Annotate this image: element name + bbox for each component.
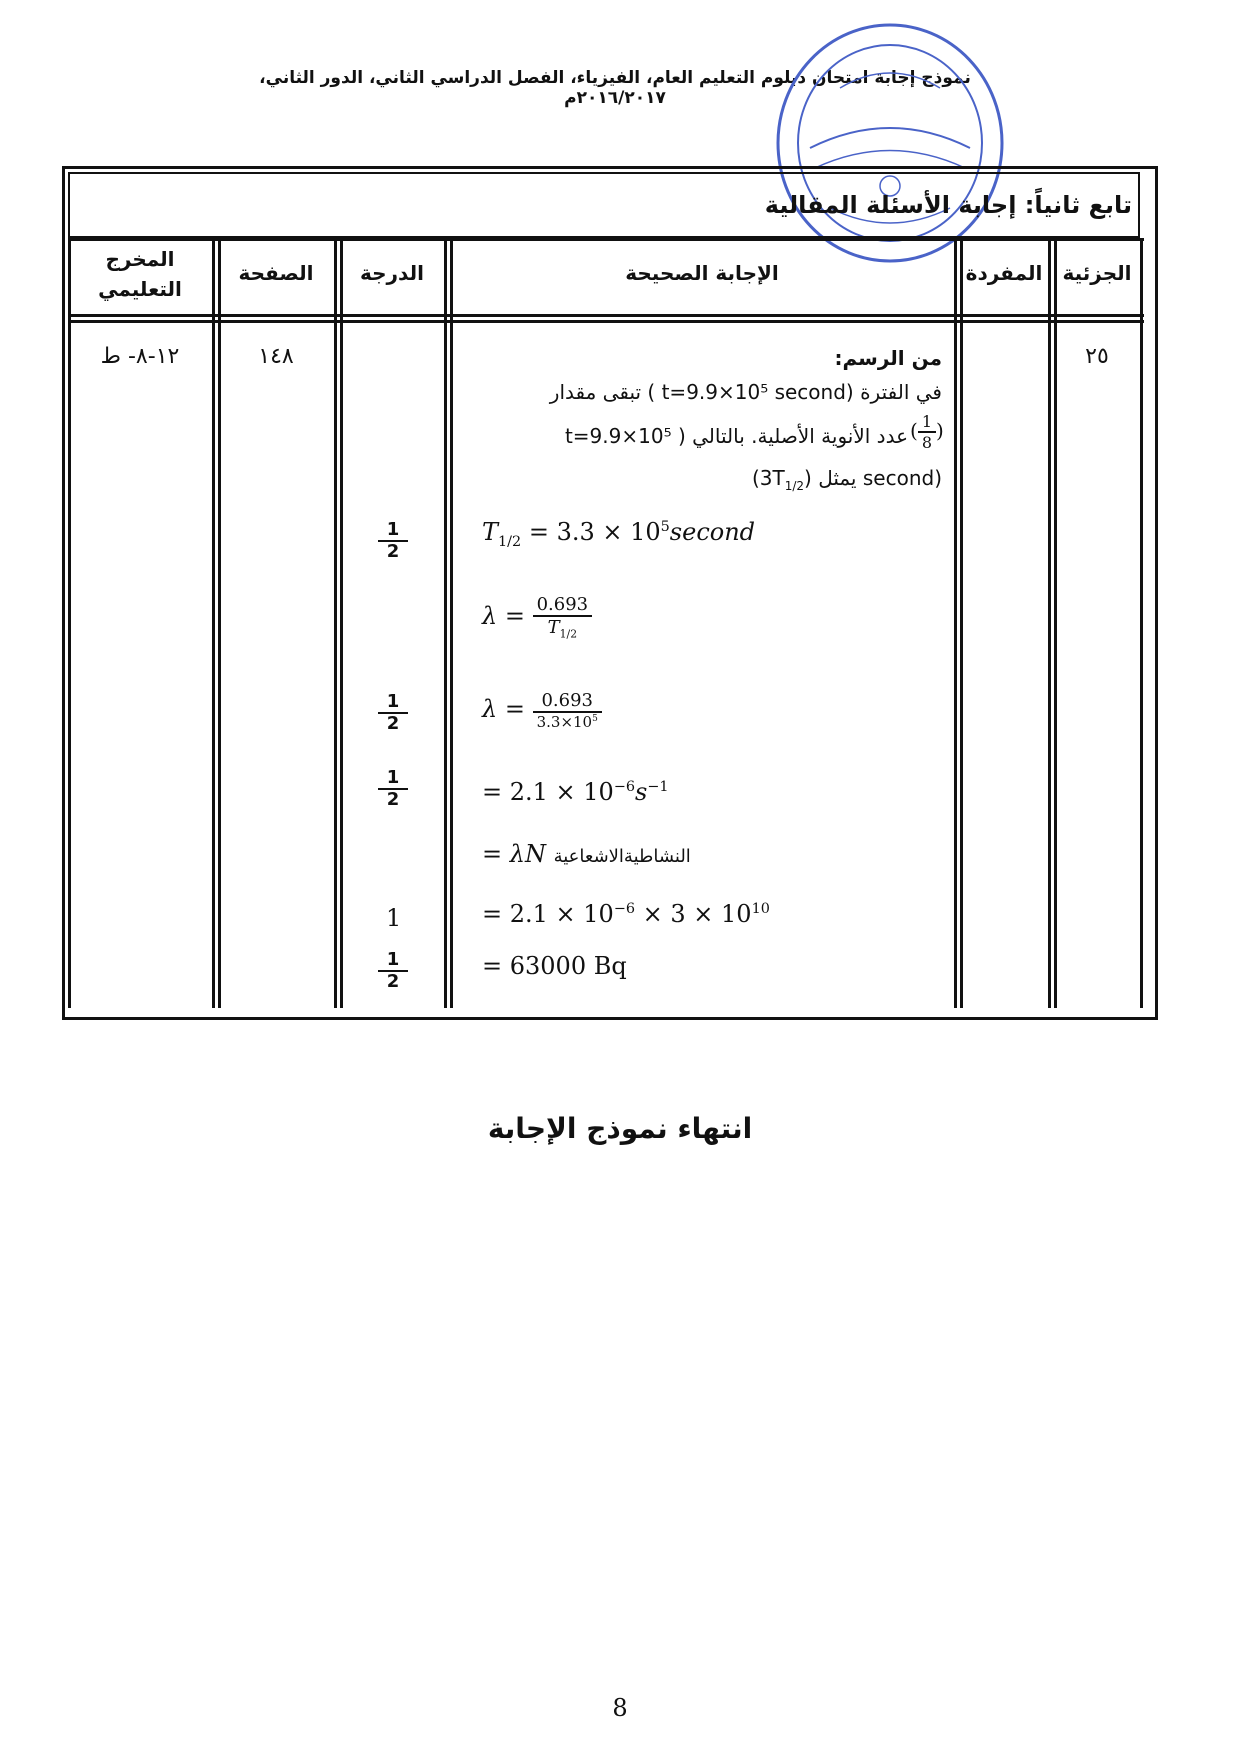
col-rule-3b [450, 238, 453, 1008]
header-outcome-line1: المخرج [105, 247, 175, 271]
one-eighth-fraction: ( $\frac{1}{8}$ ) [910, 412, 944, 452]
equation-lambda-substituted: λ = $\frac{0.693}{3.3\times 10^5}$ [482, 690, 602, 731]
answer-table [62, 166, 1156, 1018]
grade-half-1: 1 2 [378, 520, 408, 562]
table-border [62, 166, 1158, 1020]
equation-half-life: $T_{1/2} = 3.3$ × $10^5second$ [482, 518, 756, 550]
equation-activity: النشاطيةالاشعاعية = λN [482, 840, 691, 868]
body-top-rule [68, 320, 1144, 323]
answer-text-1: في الفترة (t=9.9×10⁵ second ) تبقى مقدار [549, 380, 942, 404]
equation-lambda-value: = $2.1 \times 10^{-6}s^{-1}$ [482, 778, 669, 806]
header-grade: الدرجة [360, 261, 424, 285]
col-rule-3 [444, 238, 447, 1008]
header-part: الجزئية [1062, 261, 1132, 285]
grade-half-3: 1 2 [378, 768, 408, 810]
header-bottom-rule [68, 314, 1144, 317]
page-number: 8 [612, 1694, 628, 1722]
col-rule-1 [212, 238, 215, 1008]
grade-half-2: 1 2 [378, 692, 408, 734]
grade-one: 1 [386, 904, 402, 932]
end-of-answer-key: انتهاء نموذج الإجابة [487, 1112, 753, 1145]
equation-lambda-formula: λ = $\frac{0.693}{T_{1/2}}$ [482, 594, 592, 641]
answer-text-2: عدد الأنوية الأصلية. بالتالي ( t=9.9×10⁵ [564, 424, 908, 448]
col-rule-4 [954, 238, 957, 1008]
answer-text-3: (second يمثل $(3T_{1/2})$ [751, 466, 942, 493]
col-rule-5 [1048, 238, 1051, 1008]
header-item: المفردة [965, 261, 1043, 285]
equation-activity-substituted: = $2.1 \times 10^{-6} \times 3 \times 10^{10}$ [482, 900, 770, 928]
cell-page: ١٤٨ [258, 344, 294, 369]
header-top-rule [68, 238, 1144, 241]
cell-outcome: ١٢-٨- ط [100, 344, 180, 369]
col-rule-right [1140, 238, 1143, 1008]
header-answer: الإجابة الصحيحة [625, 261, 779, 285]
col-rule-2b [340, 238, 343, 1008]
section-title: تابع ثانياً: إجابة الأسئلة المقالية [68, 172, 1140, 238]
header-page: الصفحة [238, 261, 314, 285]
cell-part: ٢٥ [1085, 344, 1109, 369]
header-outcome [68, 244, 212, 304]
col-rule-2 [334, 238, 337, 1008]
answer-heading: من الرسم: [834, 346, 942, 370]
equation-activity-result: = 63000 Bq [482, 952, 627, 980]
header-outcome-line2: التعليمي [98, 277, 182, 301]
document-header: نموذج إجابة امتحان دبلوم التعليم العام، الفيزياء، الفصل الدراسي الثاني، الدور الثاني، ٢٠١٦/٢٠١٧م [259, 68, 971, 108]
grade-half-4: 1 2 [378, 950, 408, 992]
col-rule-4b [960, 238, 963, 1008]
